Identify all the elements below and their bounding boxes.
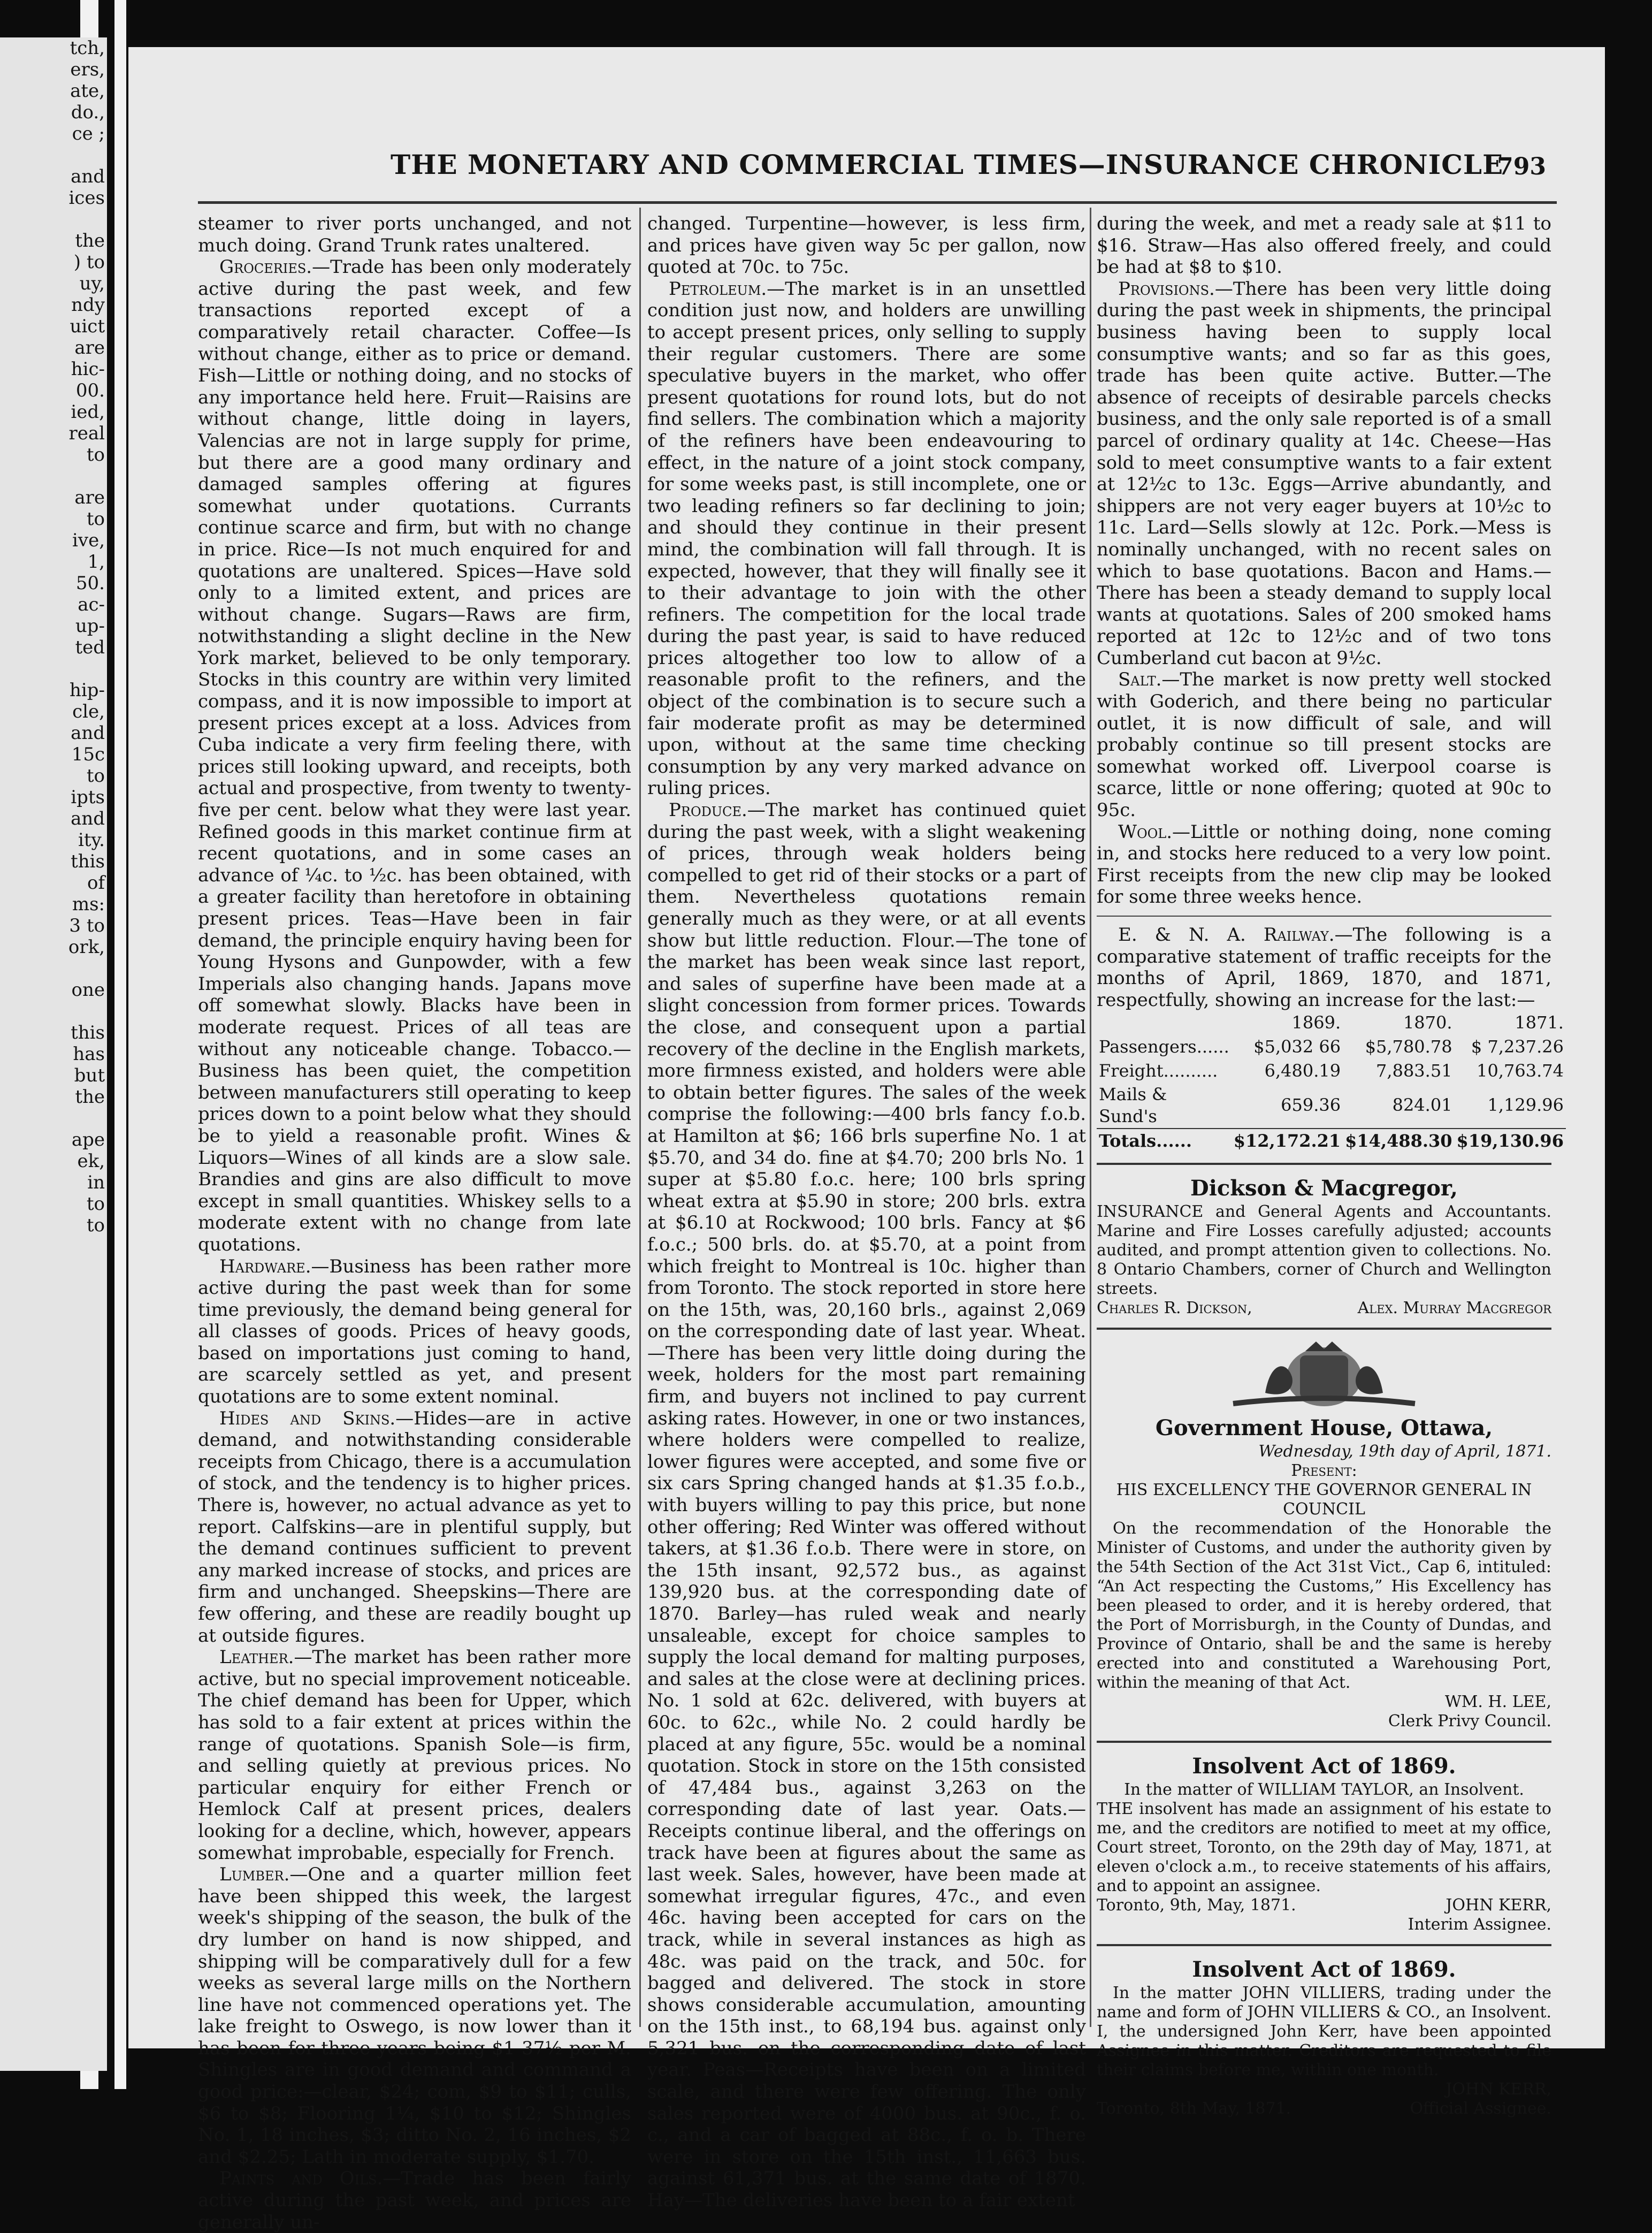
article-paragraph <box>647 278 1086 799</box>
margin-fragment: uy, <box>79 273 105 294</box>
margin-fragment <box>0 958 107 979</box>
margin-fragment: ive, <box>72 530 105 551</box>
ad-title: Dickson & Macgregor, <box>1190 1175 1458 1201</box>
section-heading: Salt. <box>1118 669 1162 691</box>
article-text: —The market is now pretty well stocked with Goderich, and there being no particular outlet, it is now difficult of sale, and will probably continue so till present stocks are somewhat worked off. Liverpool coarse is scarce, little or none offering; quoted at 90c to 95c. <box>1097 669 1551 821</box>
margin-fragment: this <box>71 851 105 872</box>
advertisement-government <box>1097 1339 1551 1731</box>
article-text: —The market has continued quiet during the past week, with a slight weakening of prices, through weak holders being compelled to get rid of their stocks or a part of them. Nevertheless quotations remain generally much as they were, or at all events show but little reduction. Flour.—The tone of the market has been weak since last report, and sales of superfine have been made at a slight concession from former prices. Towards the close, and consequent upon a partial recovery of the decline in the English markets, more firmness existed, and holders were able to obtain better figures. The sales of the week comprise the following:—400 brls fancy f.o.b. at Hamilton at $6; 166 brls superfine No. 1 at $5.70, and 34 do. fine at $4.70; 200 brls No. 1 super at $5.80 f.o.c. here; 100 brls spring wheat extra at $5.90 in store; 200 brls. extra at $6.10 at Rockwood; 100 brls. Fancy at $6 f.o.c.; 500 brls. do. at $5.70, at a point from which freight to Montreal is 10c. higher than from Toronto. The stock reported in store here on the 15th, was, 20,160 brls., against 2,069 on the corresponding date of last year. Wheat.—There has been very little doing during the week, holders for the most part remaining firm, and buyers not inclined to pay current asking rates. However, in one or two instances, where holders were compelled to realize, lower figures were accepted, and some five or six cars Spring changed hands at $1.35 f.o.b., with buyers willing to pay this price, but none other offering; Red Winter was offered without takers, at $1.36 f.o.b. There were in store, on the 15th insant, 92,572 bus., as against 139,920 bus. at the corresponding date of 1870. Barley—has ruled weak and nearly unsaleable, except for choice samples to supply the local demand for malting purposes, and sales at the close were at declining prices. No. 1 sold at 62c. delivered, with buyers at 60c. to 62c., while No. 2 could hardly be placed at any figure, 55c. would be a nominal quotation. Stock in store on the 15th consisted of 47,484 bus., against 3,263 on the corresponding date of last year. Oats.—Receipts continue liberal, and the offerings on track have been at figures about the same as last week. Sales, however, have been made at somewhat irregular figures, 47c., and even 46c. having been accepted for cars on the track, while in several instances as high as 48c. was paid on the track, and 50c. for bagged and delivered. The stock in store shows considerable accumulation, amounting on the 15th inst., to 68,194 bus. against only 5,321 bus. on the corresponding date of last year. Peas—Receipts have been on a limited scale, and there were few offering. The only sales reported were of 4000 bus. at 90c., f. o. c., and a car of bagged at 88c., f. o. b. There were in store on the 15th inst., 11,663 bus. against 61,371 bus. at the same date of 1870. Hay—The deliveries have been to a fair extent <box>647 799 1086 2212</box>
margin-fragment: hip- <box>69 680 105 701</box>
margin-fragment: to <box>86 1193 105 1215</box>
ad-title: Insolvent Act of 1869. <box>1192 1956 1456 1982</box>
article-text: —The market is in an unsettled condition just now, and holders are unwilling to accept present prices, only selling to supply their regular customers. There are some speculative buyers in the market, who offer present quotations for round lots, but do not find sellers. The combination which a majority of the refiners have been endeavouring to effect, in the nature of a joint stock company, for some weeks past, is still incomplete, one or two leading refiners so far declining to join; and should they continue in their present mind, the combination will fall through. It is expected, however, that they will finally see it to their advantage to join with the other refiners. The competition for the local trade during the past year, is said to have reduced prices altogether too low to allow of a reasonable profit to the refiners, and the object of the combination is to secure such a fair moderate profit as may be determined upon, without at the same time checking consumption by any very marked advance on ruling prices. <box>647 278 1086 799</box>
margin-fragment: do., <box>71 102 105 123</box>
row-label: Freight.......... <box>1099 1060 1218 1081</box>
article-text: —Trade has been only moderately active during the past week, and few transactions reported except of a comparatively retail character. Coffee—Is without change, either as to price or demand. Fish—Little or nothing doing, and no stocks of any importance held here. Fruit—Raisins are without change, little doing in layers, Valencias are not in large supply for prime, but there are a good many ordinary and damaged samples offering at figures somewhat under quotations. Currants continue scarce and firm, but with no change in price. Rice—Is not much enquired for and quotations are unaltered. Spices—Have sold only to a limited extent, and prices are without change. Sugars—Raws are firm, notwithstanding a slight decline in the New York market, believed to be only temporary. Stocks in this country are within very limited compass, and it is now impossible to import at present prices except at a loss. Advices from Cuba indicate a very firm feeling there, with prices still looking upward, and receipts, both actual and prospective, from twenty to twenty-five per cent. below what they were last year. Refined goods in this market continue firm at recent quotations, and in some cases an advance of ¼c. to ½c. has been obtained, with a greater facility than heretofore in obtaining present prices. Teas—Have been in fair demand, the principle enquiry having been for Young Hysons and Gunpowder, with a few Imperials also changing hands. Japans move off somewhat slowly. Blacks have been in moderate request. Prices of all teas are without any noticeable change. Tobacco.—Business has been quiet, the competition between manufacturers still operating to keep prices down to a point below what they should be to yield a reasonable profit. Wines & Liquors—Wines of all kinds are a slow sale. Brandies and gins are also difficult to move except in small quantities. Whiskey sells to a moderate extent with no change from late quotations. <box>198 256 631 1255</box>
section-heading: Provisions. <box>1118 278 1215 300</box>
ad-signature-title: Official Assignee. <box>1410 2099 1551 2118</box>
margin-fragment: are <box>74 487 105 508</box>
ad-title: Insolvent Act of 1869. <box>1192 1753 1456 1779</box>
advertisement-insolvent-2 <box>1097 1956 1551 2118</box>
ad-excellency: HIS EXCELLENCY THE GOVERNOR GENERAL IN COUNCIL <box>1116 1480 1532 1519</box>
margin-fragment: uict <box>70 316 105 337</box>
section-heading: Wool. <box>1118 821 1173 843</box>
section-heading: Groceries. <box>219 256 312 278</box>
margin-fragment: ape <box>71 1129 105 1150</box>
margin-fragment: ek, <box>77 1150 105 1172</box>
ad-matter: In the matter of WILLIAM TAYLOR, an Insolvent. <box>1124 1780 1524 1799</box>
article-paragraph <box>198 1256 631 1408</box>
traffic-table <box>1097 1011 1566 1153</box>
margin-fragment: ied, <box>71 401 105 423</box>
ad-body: THE insolvent has made an assignment of his estate to me, and the creditors are notified to meet at my office, Court street, Toronto, on the 29th day of May, 1871, at eleven o'clock a.m., to receive statements of his affairs, and to appoint an assignee. <box>1097 1799 1551 1895</box>
margin-fragment: to <box>86 1215 105 1236</box>
advertisement-dickson <box>1097 1175 1551 1318</box>
margin-fragment: this <box>71 1022 105 1043</box>
margin-fragment: and <box>71 166 105 187</box>
article-paragraph <box>1097 669 1551 821</box>
page-number: 793 <box>1497 153 1546 180</box>
divider <box>1097 916 1551 917</box>
margin-fragment: but <box>74 1065 105 1086</box>
ad-signature-name: WM. H. LEE, <box>1444 1692 1551 1711</box>
section-heading: Produce. <box>669 799 747 821</box>
margin-fragment <box>0 1001 107 1022</box>
cell: 10,763.74 <box>1477 1060 1564 1081</box>
margin-fragment: the <box>75 230 105 252</box>
ad-signature-title: Interim Assignee. <box>1408 1915 1551 1934</box>
margin-fragment <box>0 466 107 487</box>
column-divider <box>1090 208 1091 2027</box>
ad-place-date: Toronto, 8th May, 1871. <box>1097 2099 1291 2118</box>
cell: 824.01 <box>1392 1095 1452 1116</box>
section-heading: Hardware. <box>219 1255 311 1277</box>
margin-fragment: one <box>71 979 105 1001</box>
margin-fragment: tch, <box>70 37 105 59</box>
margin-fragment: ) to <box>73 252 105 273</box>
margin-fragment: ate, <box>70 80 105 102</box>
cell: 6,480.19 <box>1264 1060 1341 1081</box>
divider <box>1097 1328 1551 1330</box>
year-header: 1871. <box>1515 1012 1564 1033</box>
row-label: Passengers...... <box>1099 1036 1229 1057</box>
ad-name: Alex. Murray Macgregor <box>1357 1298 1551 1317</box>
table-row <box>1097 1059 1566 1083</box>
margin-fragment: of <box>87 872 105 894</box>
margin-fragment: ork, <box>68 936 105 958</box>
margin-fragment: real <box>68 423 105 444</box>
margin-fragment: the <box>75 1086 105 1108</box>
article-text: —Hides—are in active demand, and notwithstanding considerable receipts from Chicago, there is a accumulation of stock, and the tendency is to higher prices. There is, however, no actual advance as yet to report. Calfskins—are in plentiful supply, but the demand continues sufficient to prevent any marked increase of stocks, and prices are firm and unchanged. Sheepskins—There are few offering, and these are readily bought up at outside figures. <box>198 1407 631 1647</box>
article-paragraph: steamer to river ports unchanged, and not much doing. Grand Trunk rates unaltered. <box>198 213 631 256</box>
table-row <box>1097 1083 1566 1129</box>
section-heading: Lumber. <box>219 1864 290 1886</box>
table-row <box>1097 1035 1566 1059</box>
margin-fragment: to <box>86 765 105 787</box>
column-1 <box>198 213 632 2233</box>
margin-fragment: to <box>86 508 105 530</box>
margin-fragment: ipts <box>71 787 105 808</box>
margin-fragment: ity. <box>78 829 105 851</box>
margin-fragment: ers, <box>70 59 105 80</box>
ad-present: Present: <box>1291 1461 1357 1480</box>
previous-page-margin <box>0 37 107 2071</box>
cell: $14,488.30 <box>1345 1131 1452 1152</box>
margin-fragment: hic- <box>71 359 105 380</box>
year-header: 1870. <box>1403 1012 1452 1033</box>
ad-signature-name: JOHN KERR, <box>1446 2079 1551 2099</box>
section-heading: Leather. <box>219 1647 294 1668</box>
article-text: —The following is a comparative statement of traffic receipts for the months of April, 1869, 1870, and 1871, respectfully, showing an increase for the last:— <box>1097 924 1551 1011</box>
article-paragraph: during the week, and met a ready sale at $11 to $16. Straw—Has also offered freely, and could be had at $8 to $10. <box>1097 213 1551 278</box>
margin-fragment <box>0 144 107 166</box>
margin-fragment: cle, <box>72 701 105 722</box>
cell: $ 7,237.26 <box>1471 1036 1564 1057</box>
advertisement-insolvent-1 <box>1097 1752 1551 1934</box>
row-label: Totals...... <box>1099 1131 1192 1152</box>
ad-signature-name: JOHN KERR, <box>1446 1895 1551 1915</box>
margin-fragment <box>0 209 107 230</box>
margin-fragment: ices <box>68 187 105 209</box>
divider <box>1097 1944 1551 1946</box>
cell: $12,172.21 <box>1233 1131 1341 1152</box>
margin-fragment: 50. <box>75 573 105 594</box>
article-paragraph <box>198 1864 631 2168</box>
cell: $5,780.78 <box>1365 1036 1452 1057</box>
margin-fragment: are <box>74 337 105 359</box>
article-text: —One and a quarter million feet have been shipped this week, the largest week's shipping of the season, the bulk of the dry lumber on hand is now shipped, and shipping will be comparatively dull for a few weeks as several large mills on the Northern line have not commenced operations yet. The lake freight to Oswego, is now lower than it has been for three years being $1 37½ per M. Shingles are in good demand and command a good price:—clear, $24; com, $9 to $11; culls, $6 to $8; Flooring 1¼, $10 to $12; Shingles No. 1, 18 inches, $3; ditto No. 2, 16 inches, $2 and $2.25; Lath in moderate supply, $1.70. <box>198 1864 631 2168</box>
ad-place-date: Toronto, 9th, May, 1871. <box>1097 1895 1296 1915</box>
margin-fragment <box>0 658 107 680</box>
section-heading: Paints and Oils. <box>219 2168 383 2190</box>
article-paragraph <box>647 799 1086 2212</box>
ad-body: On the recommendation of the Honorable the Minister of Customs, and under the authority given by the 54th Section of the Act 31st Vict., Cap 6, intituled: “An Act respecting the Customs,” His Excellency has been pleased to order, and it is hereby ordered, that the Port of Morrisburgh, in the County of Dundas, and Province of Ontario, shall be and the same is hereby erected into and constituted a Warehousing Port, within the meaning of that Act. <box>1097 1519 1551 1692</box>
margin-fragment <box>0 1108 107 1129</box>
margin-fragment: 00. <box>75 380 105 401</box>
margin-fragment: ms: <box>72 894 105 915</box>
section-heading: Hides and Skins. <box>219 1407 396 1429</box>
row-label: Mails & Sund's <box>1099 1084 1167 1126</box>
margin-fragment: ce ; <box>72 123 105 144</box>
margin-fragment: and <box>71 808 105 829</box>
margin-fragment: 15c <box>71 744 105 765</box>
year-header: 1869. <box>1291 1012 1341 1033</box>
article-text: —The market has been rather more active, but no special improvement noticeable. The chief demand has been for Upper, which has sold to a fair extent at prices within the range of quotations. Spanish Sole—is firm, and selling quietly at previous prices. No particular enquiry for either French or Hemlock Calf at present prices, dealers looking for a decline, which, however, appears somewhat improbable, especially for French. <box>198 1647 631 1864</box>
page-header: THE MONETARY AND COMMERCIAL TIMES—INSURANCE CHRONICLE <box>391 149 1504 180</box>
margin-fragment: 3 to <box>69 915 105 936</box>
ad-body: INSURANCE and General Agents and Accountants. Marine and Fire Losses carefully adjusted; accounts audited, and prompt attention given to collections. No. 8 Ontario Chambers, corner of Church and Wellington streets. <box>1097 1202 1551 1298</box>
cell: $19,130.96 <box>1456 1131 1564 1152</box>
divider <box>1097 1163 1551 1165</box>
table-header-row <box>1097 1011 1566 1035</box>
ad-footer <box>1097 1896 1551 1915</box>
column-divider <box>639 208 641 2027</box>
totals-row <box>1097 1129 1566 1153</box>
cell: 659.36 <box>1281 1095 1341 1116</box>
article-paragraph <box>1097 821 1551 908</box>
section-heading: Petroleum. <box>669 278 767 300</box>
margin-fragment: has <box>73 1043 105 1065</box>
margin-fragment: 1, <box>87 551 105 573</box>
binding-edge-inner <box>114 0 126 2089</box>
article-paragraph <box>1097 278 1551 669</box>
margin-fragment: in <box>87 1172 105 1193</box>
article-paragraph <box>1097 924 1551 1011</box>
ad-title: Government House, Ottawa, <box>1155 1415 1493 1441</box>
ad-signatures <box>1097 1299 1551 1318</box>
article-text: —Business has been rather more active during the past week than for some time previously, the demand being general for all classes of goods. Prices of heavy goods, based on importations just coming to hand, are scarcely settled as yet, and present quotations are to some extent nominal. <box>198 1255 631 1408</box>
margin-fragment: ac- <box>78 594 105 615</box>
ad-body: In the matter JOHN VILLIERS, trading under the name and form of JOHN VILLIERS & CO., an Insolvent. I, the undersigned John Kerr, have been appointed Assignee in this matter. Creditors are requested to file their claims before me, within one month. <box>1097 1983 1551 2079</box>
article-paragraph <box>198 256 631 1255</box>
cell: $5,032 66 <box>1253 1036 1341 1057</box>
article-paragraph <box>198 1647 631 1864</box>
header-rule <box>198 201 1557 204</box>
margin-fragment: up- <box>75 615 105 637</box>
article-text: —Little or nothing doing, none coming in, and stocks here reduced to a very low point. First receipts from the new clip may be looked for some three weeks hence. <box>1097 821 1551 908</box>
ad-date: Wednesday, 19th day of April, 1871. <box>1258 1442 1551 1461</box>
article-text: —Trade has been fairly active during the past week, and prices are generally un- <box>198 2168 632 2233</box>
margin-fragment: and <box>71 722 105 744</box>
cell: 1,129.96 <box>1487 1095 1564 1116</box>
section-heading: E. & N. A. Railway. <box>1118 924 1335 946</box>
divider <box>1097 1741 1551 1743</box>
ad-signature-title: Clerk Privy Council. <box>1388 1711 1551 1731</box>
article-paragraph <box>198 2168 631 2233</box>
column-3 <box>1097 213 1564 2118</box>
article-paragraph <box>198 1408 631 1647</box>
cell: 7,883.51 <box>1376 1060 1452 1081</box>
column-2 <box>647 213 1086 2212</box>
margin-fragment: ted <box>75 637 105 658</box>
ad-name: Charles R. Dickson, <box>1097 1298 1252 1317</box>
ad-footer <box>1097 2099 1551 2118</box>
margin-fragment: ndy <box>71 294 105 316</box>
article-paragraph: changed. Turpentine—however, is less firm, and prices have given way 5c per gallon, now quoted at 70c. to 75c. <box>647 213 1086 278</box>
newspaper-page <box>128 47 1605 2233</box>
royal-coat-of-arms-icon <box>1185 1339 1463 1409</box>
margin-fragment: to <box>86 444 105 466</box>
article-text: —There has been very little doing during the past week in shipments, the principal business having been to supply local consumptive wants; and so far as this goes, trade has been quite active. Butter.—The absence of receipts of desirable parcels checks business, and the only sale reported is of a small parcel of ordinary quality at 14c. Cheese—Has sold to meet consumptive wants to a fair extent at 12½c to 13c. Eggs—Arrive abundantly, and shippers are not very eager buyers at 10½c to 11c. Lard—Sells slowly at 12c. Pork.—Mess is nominally unchanged, with no recent sales on which to base quotations. Bacon and Hams.—There has been a steady demand to supply local wants at quotations. Sales of 200 smoked hams reported at 12c to 12½c and of two tons Cumberland cut bacon at 9½c. <box>1097 278 1551 669</box>
